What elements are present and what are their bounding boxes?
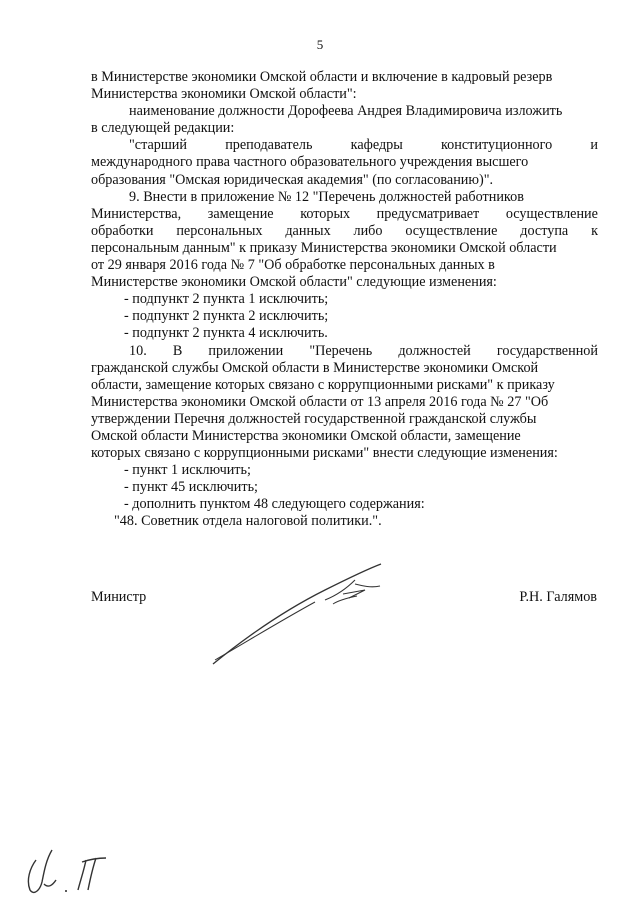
word: к (591, 222, 598, 239)
paragraph-line: образования "Омская юридическая академия" (по согласованию)". (91, 171, 494, 188)
paragraph-line: Министерства экономики Омской области от 13 апреля 2016 года № 27 "Об (91, 393, 549, 410)
word: 10. (129, 342, 147, 359)
paragraph-line: 9. Внести в приложение № 12 "Перечень должностей работников (129, 188, 524, 205)
page-number: 5 (316, 37, 324, 52)
paragraph-line: которых связано с коррупционными рисками" внести следующие изменения: (91, 445, 558, 462)
justified-line (91, 223, 598, 240)
list-item: - дополнить пунктом 48 следующего содержания: (124, 496, 425, 513)
word: осуществление (405, 222, 498, 239)
signatory-position: Министр (91, 589, 147, 605)
word: должностей (398, 342, 471, 359)
paragraph-line: международного права частного образовательного учреждения высшего (91, 154, 529, 171)
handwritten-signature (205, 560, 385, 670)
word: персональных (176, 222, 263, 239)
paragraph-line: персональным данным" к приказу Министерства экономики Омской области (91, 239, 557, 256)
word: Министерства, (91, 205, 182, 222)
word: В (172, 342, 183, 359)
word: данных (285, 222, 331, 239)
word: обработки (91, 222, 154, 239)
paragraph-line: Министерстве экономики Омской области" следующие изменения: (91, 274, 497, 291)
handwritten-initials (22, 840, 112, 900)
word: доступа (520, 222, 569, 239)
signatory-name: Р.Н. Галямов (519, 589, 597, 605)
paragraph-line: в Министерстве экономики Омской области и включение в кадровый резерв (91, 69, 553, 85)
paragraph-line: утверждении Перечня должностей государственной гражданской службы (91, 410, 537, 427)
quoted-item: "48. Советник отдела налоговой политики.". (114, 513, 382, 530)
list-item: - пункт 1 исключить; (124, 462, 251, 479)
paragraph-line: области, замещение которых связано с коррупционными рисками" к приказу (91, 376, 555, 393)
word: преподаватель (225, 137, 313, 154)
paragraph-line: в следующей редакции: (91, 120, 235, 137)
word: государственной (496, 342, 598, 359)
paragraph-line: от 29 января 2016 года № 7 "Об обработке персональных данных в (91, 257, 495, 274)
word: замещение (207, 205, 274, 222)
paragraph-line: Министерства экономики Омской области": (91, 86, 357, 103)
list-item: - подпункт 2 пункта 2 исключить; (124, 308, 329, 325)
list-item: - пункт 45 исключить; (124, 479, 258, 496)
word: которых (300, 205, 351, 222)
word: осуществление (505, 205, 598, 222)
word: и (590, 137, 598, 154)
word: либо (353, 222, 383, 239)
word: предусматривает (376, 205, 480, 222)
paragraph-line: наименование должности Дорофеева Андрея Владимировича изложить (129, 103, 563, 120)
word: кафедры (350, 137, 403, 154)
word: конституционного (441, 137, 553, 154)
justified-line (91, 343, 598, 360)
justified-line (91, 137, 598, 154)
list-item: - подпункт 2 пункта 4 исключить. (124, 325, 328, 342)
word: приложении (208, 342, 284, 359)
word: "старший (129, 137, 187, 154)
document-body (91, 69, 598, 531)
justified-line (91, 206, 598, 223)
paragraph-line: гражданской службы Омской области в Министерстве экономики Омской (91, 359, 539, 376)
list-item: - подпункт 2 пункта 1 исключить; (124, 291, 329, 308)
word: "Перечень (309, 342, 373, 359)
paragraph-line: Омской области Министерства экономики Омской области, замещение (91, 427, 521, 444)
